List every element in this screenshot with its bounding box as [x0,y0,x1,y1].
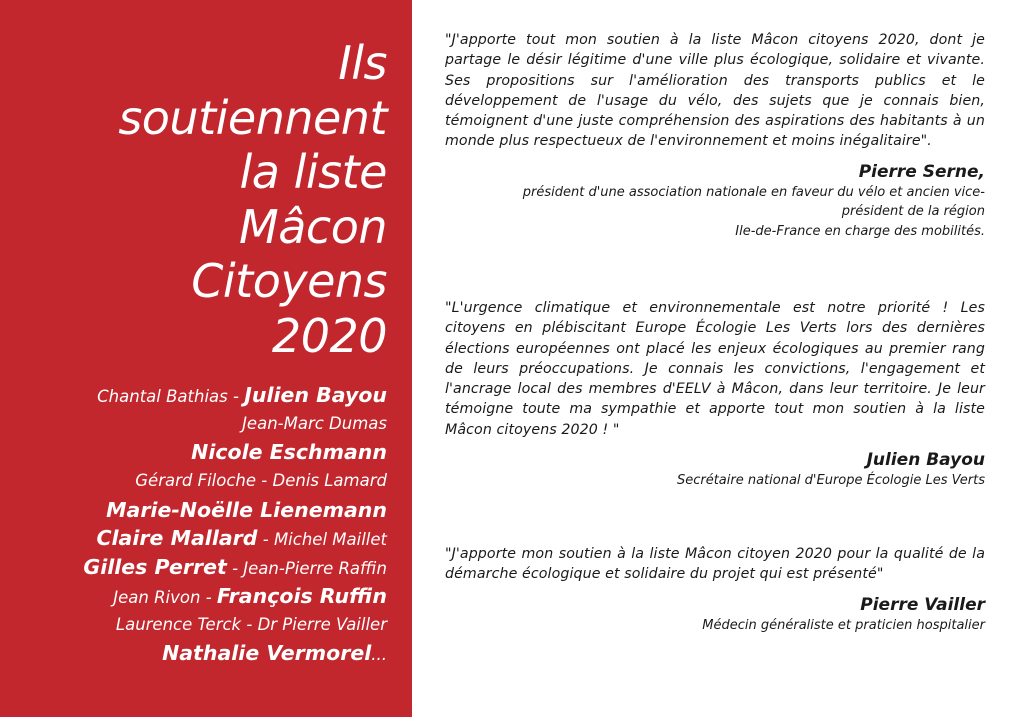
supporter-name: Gérard Filoche [135,471,257,491]
author-role: Médecin généraliste et praticien hospitalier [702,617,985,633]
quote-author: Julien Bayou [866,450,985,471]
supporter-line [0,496,387,525]
title-line: la liste [239,145,387,199]
quote-author: Pierre Serne, [858,161,985,182]
author-role: président d'une association nationale en faveur du vélo et ancien vice- [522,184,985,200]
testimonial [445,544,985,635]
separator: - [257,530,274,550]
supporter-name: Chantal Bathias [97,387,228,406]
title-line: Mâcon [239,199,387,254]
supporter-line [0,467,387,496]
supporter-name: Gilles Perret [83,555,227,580]
author-role: président de la région [841,204,985,220]
supporter-line [0,611,387,640]
red-sidebar [0,0,412,717]
quote-author: Pierre Vailler [860,594,985,615]
supporter-name: Jean-Marc Dumas [242,413,387,433]
supporter-name: Claire Mallard [96,526,258,551]
testimonial [445,30,985,241]
supporter-line [0,582,387,611]
supporters-list [0,381,387,668]
title-line: 2020 [271,308,387,363]
author-role: Ile-de-France en charge des mobilités. [735,223,985,239]
separator: - [200,587,217,607]
supporter-name: Michel Maillet [273,530,387,550]
supporter-name: Laurence Terck [115,614,242,634]
supporter-name: Jean Rivon [113,587,201,607]
separator: - [241,614,258,634]
separator: ... [371,645,387,665]
supporter-line [0,553,387,582]
supporter-line [0,524,387,553]
supporter-line [0,410,387,439]
author-role: Secrétaire national d'Europe Écologie Les Verts [676,473,985,489]
quote-text: "J'apporte mon soutien à la liste Mâcon citoyen 2020 pour la qualité de la démarche écologique et solidaire du projet qui est présenté" [445,546,985,583]
supporter-name: Dr Pierre Vailler [257,614,387,634]
title-line: soutiennent [118,90,387,145]
supporter-name: Julien Bayou [244,383,387,407]
separator: - [256,471,273,491]
supporter-name: Nicole Eschmann [191,440,387,465]
supporter-line [0,381,387,410]
title-line: Citoyens [191,254,387,308]
supporter-name: Denis Lamard [272,471,387,491]
testimonial [445,298,985,491]
title-line: Ils [338,36,387,90]
quote-text: "J'apporte tout mon soutien à la liste Mâcon citoyens 2020, dont je partage le désir légitime d'une ville plus écologique, solidaire et vivante. Ses propositions sur l'amélioration des transports publics et le développement de l'usage du vélo, des sujets que je connais bien, témoignent d'une juste compréhension des aspirations des habitants à un monde plus respectueux de l'environnement et moins inégalitaire". [445,32,985,150]
supporter-name: Nathalie Vermorel [162,641,372,666]
quote-text: "L'urgence climatique et environnementale est notre priorité ! Les citoyens en plébiscitant Europe Écologie Les Verts lors des dernières élections européennes ont placé les enjeux écologiques au premier rang de leurs préoccupations. Je connais les convictions, l'engagement et l'ancrage local des membres d'EELV à Mâcon, dans leur territoire. Je leur témoigne toute ma sympathie et apporte tout mon soutien à la liste Mâcon citoyens 2020 ! " [445,300,985,438]
supporter-name: Jean-Pierre Raffin [243,559,387,579]
supporter-line [0,438,387,467]
supporter-name: Marie-Noëlle Lienemann [106,497,387,522]
separator: - [227,387,245,406]
page-title [7,36,387,363]
separator: - [226,559,244,579]
supporter-line [0,639,387,668]
supporter-name: François Ruffin [216,583,387,608]
